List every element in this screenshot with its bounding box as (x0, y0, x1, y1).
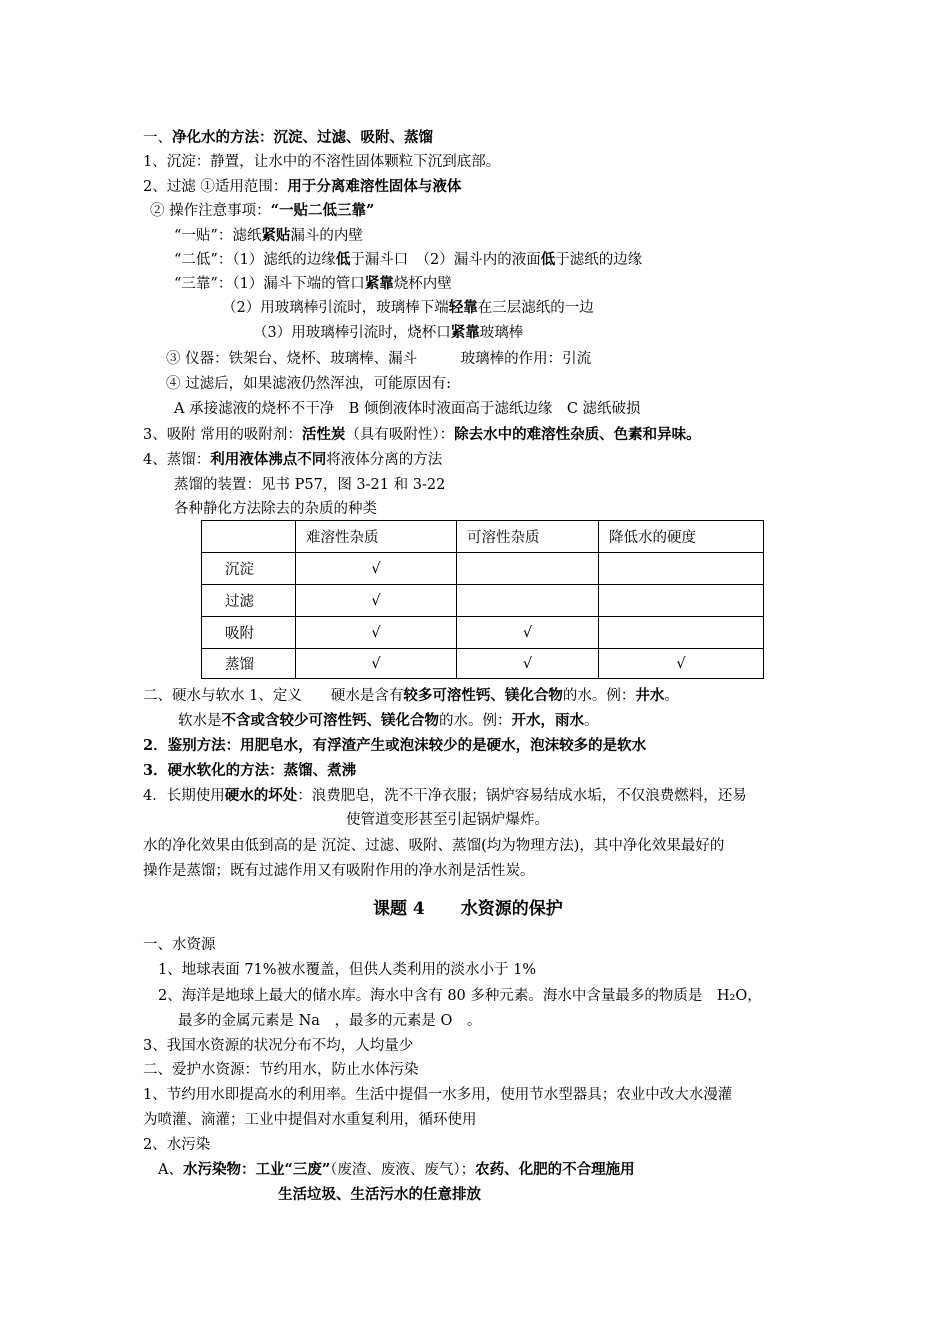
hard-water-harm-cont: 使管道变形甚至引起锅炉爆炸。 (346, 812, 549, 828)
text: 4、蒸馏： (143, 452, 211, 468)
bold-text: 利用液体沸点不同 (210, 451, 327, 468)
bold-text: “一贴二低三靠” (270, 202, 375, 219)
bold-text: 轻靠 (448, 299, 478, 316)
three-lean-line-2 (222, 298, 594, 318)
text: “二低”：（1）滤纸的边缘 (174, 252, 336, 268)
check-cell (457, 553, 599, 585)
bold-text: 低 (540, 251, 556, 268)
text: 2、过滤 ①适用范围： (143, 179, 288, 195)
text: （2）用玻璃棒引流时，玻璃棒下端 (222, 300, 449, 316)
bold-text: 低 (335, 251, 351, 268)
pollutants-line (158, 1160, 635, 1180)
check-cell: √ (296, 617, 457, 649)
bold-text: 较多可溶性钙、镁化合物 (403, 687, 563, 704)
section1-heading (143, 128, 433, 148)
filtration-scope-line (143, 177, 461, 197)
ocean-line: 2、海洋是地球上最大的储水库。海水中含有 80 多种元素。海水中含量最多的物质是 H₂O， (158, 988, 762, 1004)
text: （具有吸附性）： (345, 427, 455, 443)
pollutants-line-2: 生活垃圾、生活污水的任意排放 (278, 1186, 481, 1203)
header-cell (202, 521, 296, 553)
bold-text: 活性炭 (301, 426, 346, 443)
three-lean-line-1 (174, 274, 452, 294)
text: 3、吸附 常用的吸附剂： (143, 427, 302, 443)
text: A、 (158, 1162, 183, 1178)
bold-text: 用于分离难溶性固体与液体 (287, 178, 462, 195)
earth-coverage-line: 1、地球表面 71%被水覆盖，但供人类利用的淡水小于 1% (158, 962, 537, 978)
pollution-heading: 2、水污染 (143, 1137, 211, 1153)
table-caption: 各种静化方法除去的杂质的种类 (174, 501, 377, 517)
row-label: 吸附 (202, 617, 296, 649)
bold-text: 水污染物：工业“三废” (182, 1161, 331, 1178)
adsorption-line (143, 425, 701, 445)
text: 将液体分离的方法 (326, 452, 443, 468)
check-cell (457, 585, 599, 617)
text: 。 (584, 713, 599, 729)
text: 的水。例： (562, 688, 636, 704)
water-saving-line-1: 1、节约用水即提高水的利用率。生活中提倡一水多用，使用节水型器具；农业中改大水漫灌 (143, 1087, 733, 1103)
two-low-line (174, 250, 642, 270)
heading-prefix: 一、 (143, 130, 172, 146)
row-label: 蒸馏 (202, 649, 296, 679)
lesson-title (373, 897, 563, 921)
check-cell: √ (457, 617, 599, 649)
soft-water-definition (178, 711, 599, 731)
water-saving-line-2: 为喷灌、滴灌；工业中提倡对水重复利用，循环使用 (143, 1112, 477, 1128)
filtration-notes-line (150, 201, 374, 221)
row-label: 沉淀 (202, 553, 296, 585)
text: 于漏斗口 （2）漏斗内的液面 (350, 252, 541, 268)
text: 二、硬水与软水 1、定义 硬水是含有 (143, 688, 404, 704)
text: 软水是 (178, 713, 222, 729)
header-cell: 降低水的硬度 (599, 521, 764, 553)
hard-water-harm (143, 786, 747, 806)
water-resources-heading: 一、水资源 (143, 937, 216, 953)
impurity-table (201, 520, 764, 679)
text: ：浪费肥皂，洗不干净衣服；锅炉容易结成水垢，不仅浪费燃料，还易 (297, 788, 747, 804)
text: ② 操作注意事项： (150, 203, 271, 219)
text: （3）用玻璃棒引流时，烧杯口 (253, 325, 451, 341)
text: （废渣、废液、废气）； (330, 1162, 476, 1178)
row-label: 过滤 (202, 585, 296, 617)
bold-text: 不含或含较少可溶性钙、镁化合物 (221, 712, 439, 729)
text: 烧杯内壁 (393, 276, 452, 292)
check-cell (599, 585, 764, 617)
bold-text: 紧靠 (364, 275, 394, 292)
check-cell: √ (296, 649, 457, 679)
identification-method: 2．鉴别方法：用肥皂水，有浮渣产生或泡沫较少的是硬水，泡沫较多的是软水 (143, 737, 647, 754)
table-row (202, 649, 764, 679)
check-cell: √ (296, 553, 457, 585)
turbid-line: ④ 过滤后，如果滤液仍然浑浊，可能原因有: (166, 376, 451, 392)
table-row (202, 553, 764, 585)
header-cell: 难溶性杂质 (296, 521, 457, 553)
heading-text: 净化水的方法：沉淀、过滤、吸附、蒸馏 (172, 129, 433, 146)
purification-summary-1: 水的净化效果由低到高的是 沉淀、过滤、吸附、蒸馏(均为物理方法)，其中净化效果最好的 (143, 838, 725, 854)
check-cell: √ (457, 649, 599, 679)
reasons-line: A 承接滤液的烧杯不干净 B 倾倒液体时液面高于滤纸边缘 C 滤纸破损 (174, 401, 641, 417)
lesson-number: 课题 4 (373, 899, 425, 919)
text: “一贴”：滤纸 (174, 228, 262, 244)
softening-method: 3．硬水软化的方法：蒸馏、煮沸 (143, 762, 357, 779)
check-cell: √ (599, 649, 764, 679)
text: 在三层滤纸的一边 (477, 300, 594, 316)
instruments-line: ③ 仪器：铁架台、烧杯、玻璃棒、漏斗 玻璃棒的作用：引流 (166, 351, 592, 367)
check-cell: √ (296, 585, 457, 617)
table-row (202, 617, 764, 649)
lesson-name: 水资源的保护 (460, 899, 563, 919)
text: 玻璃棒 (479, 325, 524, 341)
table-header-row (202, 521, 764, 553)
distillation-apparatus-line: 蒸馏的装置：见书 P57，图 3-21 和 3-22 (174, 477, 446, 493)
hard-water-definition (143, 686, 679, 706)
bold-text: 除去水中的难溶性杂质、色素和异味。 (454, 426, 701, 443)
bold-text: 紧贴 (261, 227, 291, 244)
text: “三靠”：（1）漏斗下端的管口 (174, 276, 365, 292)
check-cell (599, 617, 764, 649)
text: 于滤纸的边缘 (555, 252, 643, 268)
text: 。 (664, 688, 679, 704)
distillation-line (143, 450, 442, 470)
bold-text: 农药、化肥的不合理施用 (475, 1161, 635, 1178)
three-lean-line-3 (253, 323, 523, 343)
check-cell (599, 553, 764, 585)
purification-summary-2: 操作是蒸馏；既有过滤作用又有吸附作用的净水剂是活性炭。 (143, 863, 535, 879)
protection-heading: 二、爱护水资源：节约用水，防止水体污染 (143, 1062, 419, 1078)
bold-text: 紧靠 (450, 324, 480, 341)
bold-text: 井水 (635, 687, 665, 704)
text: 漏斗的内壁 (290, 228, 363, 244)
text: 4．长期使用 (143, 788, 225, 804)
text: 的水。例： (439, 713, 512, 729)
ocean-elements-line: 最多的金属元素是 Na ，最多的元素是 O 。 (178, 1013, 482, 1029)
table-row (202, 585, 764, 617)
one-stick-line (174, 226, 363, 246)
sedimentation-line: 1、沉淀：静置，让水中的不溶性固体颗粒下沉到底部。 (143, 154, 501, 170)
bold-text: 硬水的坏处 (224, 787, 298, 804)
china-water-line: 3、我国水资源的状况分布不均，人均量少 (143, 1038, 414, 1054)
header-cell: 可溶性杂质 (457, 521, 599, 553)
bold-text: 开水，雨水 (511, 712, 584, 729)
